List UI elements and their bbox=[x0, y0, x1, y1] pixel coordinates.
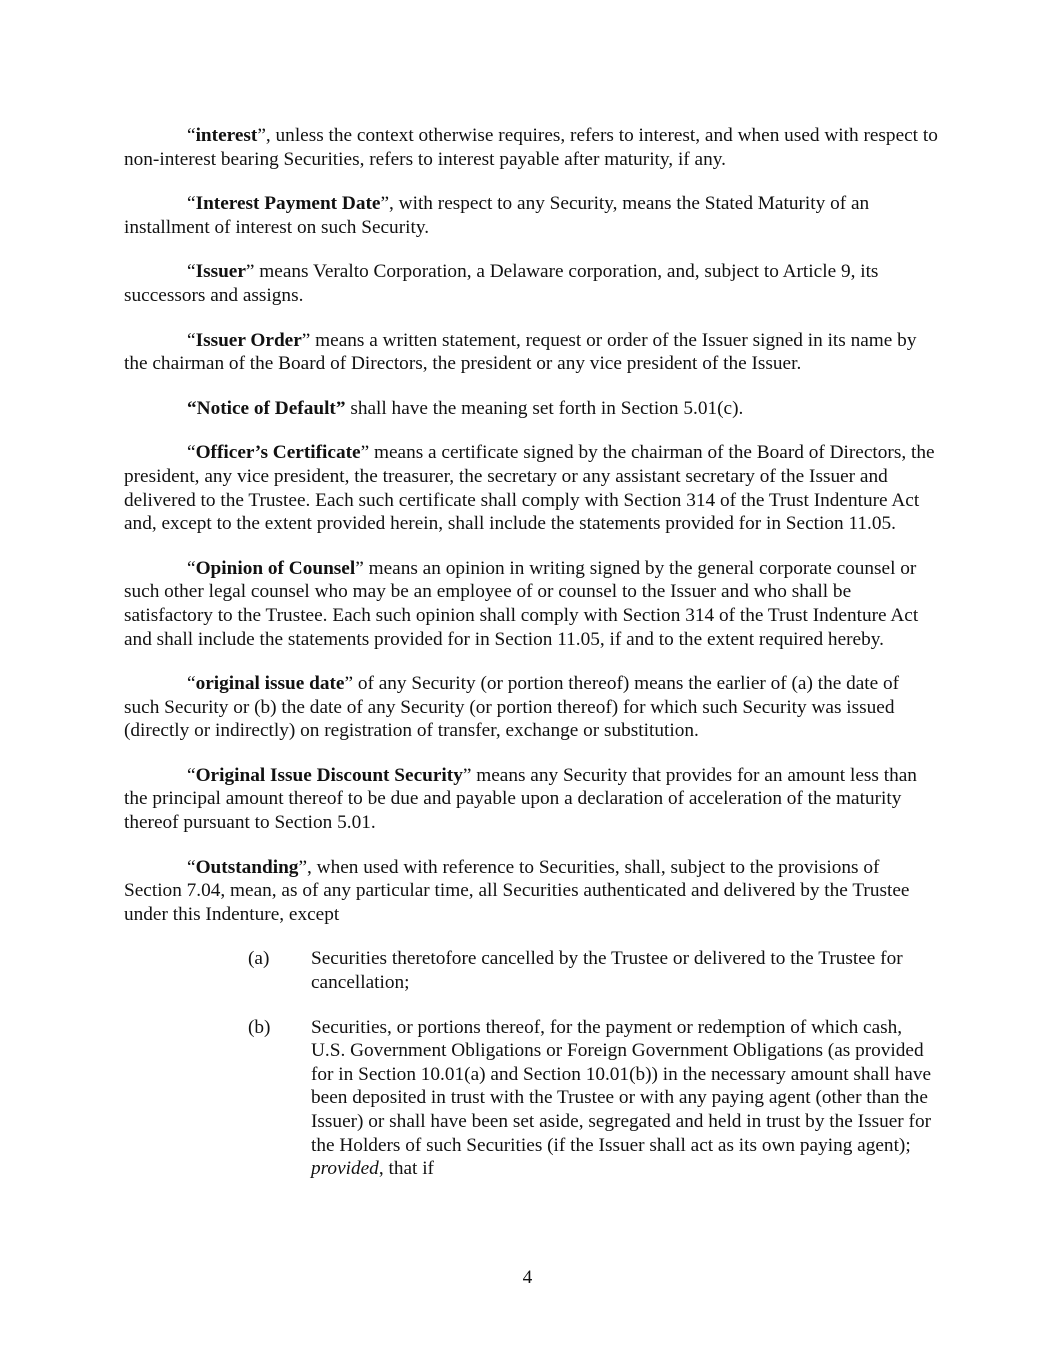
defined-term: Opinion of Counsel bbox=[195, 557, 356, 579]
list-item-text: Securities, or portions thereof, for the payment or redemption of which cash, U.S. Government Obligations or Foreign Government Obligations (as provided for in Section 10.01(a) and Section 10.01(b)) in the necessary amount shall have been deposited in trust with the Trustee or with any paying agent (other than the Issuer) or shall have been set aside, segregated and held in trust by the Issuer for the Holders of such Securities (if the Issuer shall act as its own paying agent); bbox=[311, 1016, 932, 1156]
definition-opinion-of-counsel: “Opinion of Counsel” means an opinion in writing signed by the general corporate counsel or such other legal counsel who may be an employee of or counsel to the Issuer and who shall be satisfactory to the Trustee. Each such opinion shall comply with Section 314 of the Trust Indenture Act and shall include the statements provided for in Section 11.05, if and to the extent required hereby. bbox=[124, 557, 919, 650]
defined-term: Issuer bbox=[195, 261, 246, 283]
defined-term: Outstanding bbox=[195, 856, 299, 878]
definition-issuer: “Issuer” means Veralto Corporation, a Delaware corporation, and, subject to Article 9, its successors and assigns. bbox=[124, 261, 879, 306]
definition-original-issue-date: “original issue date” of any Security (or portion thereof) means the earlier of (a) the date of such Security or (b) the date of any Security (or portion thereof) for which such Security was issued (directly or indirectly) on registration of transfer, exchange or substitution. bbox=[124, 673, 900, 742]
list-item-text-tail: , that if bbox=[378, 1158, 434, 1180]
list-item-label: (b) bbox=[248, 1016, 271, 1038]
definition-interest: “interest”, unless the context otherwise requires, refers to interest, and when used with respect to non-interest bearing Securities, refers to interest payable after maturity, if any. bbox=[124, 125, 938, 170]
definition-text: means a certificate signed by the chairman of the Board of Directors, the president, any vice president, the treasurer, the secretary or any assistant secretary of the Issuer and delivered to the Trustee. Each such certificate shall comply with Section 314 of the Trust Indenture Act and, except to the extent provided herein, shall include the statements provided for in Section 11.05. bbox=[124, 442, 935, 535]
definition-text: of any Security (or portion thereof) means the earlier of (a) the date of such Security or (b) the date of any Security (or portion thereof) for which such Security was issued (directly or indirectly) on registration of transfer, exchange or substitution. bbox=[124, 673, 900, 742]
defined-term: Interest Payment Date bbox=[195, 193, 381, 215]
list-item-text: Securities theretofore cancelled by the Trustee or delivered to the Trustee for cancellation; bbox=[311, 948, 903, 994]
italic-term: provided bbox=[311, 1158, 379, 1180]
list-item-label: (a) bbox=[248, 948, 270, 970]
definition-issuer-order: “Issuer Order” means a written statement, request or order of the Issuer signed in its name by the chairman of the Board of Directors, the president or any vice president of the Issuer. bbox=[124, 329, 917, 375]
definition-text: means any Security that provides for an amount less than the principal amount thereof to be due and payable upon a declaration of acceleration of the maturity thereof pursuant to Section 5.01. bbox=[124, 764, 917, 834]
definition-text: , when used with reference to Securities, shall, subject to the provisions of Section 7.04, mean, as of any particular time, all Securities authenticated and delivered by the Trustee under this Indenture, except bbox=[124, 856, 910, 925]
defined-term: interest bbox=[195, 125, 258, 146]
definition-interest-payment-date: “Interest Payment Date”, with respect to any Security, means the Stated Maturity of an installment of interest on such Security. bbox=[124, 193, 870, 238]
definition-notice-of-default bbox=[124, 397, 939, 421]
definition-text: shall have the meaning set forth in Section 5.01(c). bbox=[345, 397, 744, 419]
definition-text: , with respect to any Security, means the Stated Maturity of an installment of interest on such Security. bbox=[124, 193, 870, 238]
definition-text: means an opinion in writing signed by the general corporate counsel or such other legal counsel who may be an employee of or counsel to the Issuer and who shall be satisfactory to the Trustee. Each such opinion shall comply with Section 314 of the Trust Indenture Act and shall include the statements provided for in Section 11.05, if and to the extent required hereby. bbox=[124, 557, 919, 650]
defined-term: “Notice of Default” bbox=[187, 397, 346, 419]
definition-text: means a written statement, request or order of the Issuer signed in its name by the chairman of the Board of Directors, the president or any vice president of the Issuer. bbox=[124, 329, 917, 375]
definition-text: means Veralto Corporation, a Delaware corporation, and, subject to Article 9, its successors and assigns. bbox=[124, 261, 879, 306]
defined-term: Officer’s Certificate bbox=[195, 442, 361, 464]
defined-term: Original Issue Discount Security bbox=[195, 764, 463, 786]
document-page bbox=[124, 124, 939, 1202]
definition-outstanding: “Outstanding”, when used with reference to Securities, shall, subject to the provisions of Section 7.04, mean, as of any particular time, all Securities authenticated and delivered by the Trustee under this Indenture, except bbox=[124, 856, 910, 925]
definition-officers-certificate: “Officer’s Certificate” means a certificate signed by the chairman of the Board of Directors, the president, any vice president, the treasurer, the secretary or any assistant secretary of the Issuer and delivered to the Trustee. Each such certificate shall comply with Section 314 of the Trust Indenture Act and, except to the extent provided herein, shall include the statements provided for in Section 11.05. bbox=[124, 442, 935, 535]
list-item-b bbox=[124, 1016, 939, 1181]
list-item-a bbox=[124, 947, 939, 994]
page-number: 4 bbox=[522, 1267, 533, 1288]
definition-text: , unless the context otherwise requires, refers to interest, and when used with respect to non-interest bearing Securities, refers to interest payable after maturity, if any. bbox=[124, 125, 938, 170]
defined-term: original issue date bbox=[195, 673, 345, 695]
defined-term: Issuer Order bbox=[195, 329, 302, 351]
definition-original-issue-discount-security: “Original Issue Discount Security” means any Security that provides for an amount less than the principal amount thereof to be due and payable upon a declaration of acceleration of the maturity thereof pursuant to Section 5.01. bbox=[124, 764, 917, 834]
